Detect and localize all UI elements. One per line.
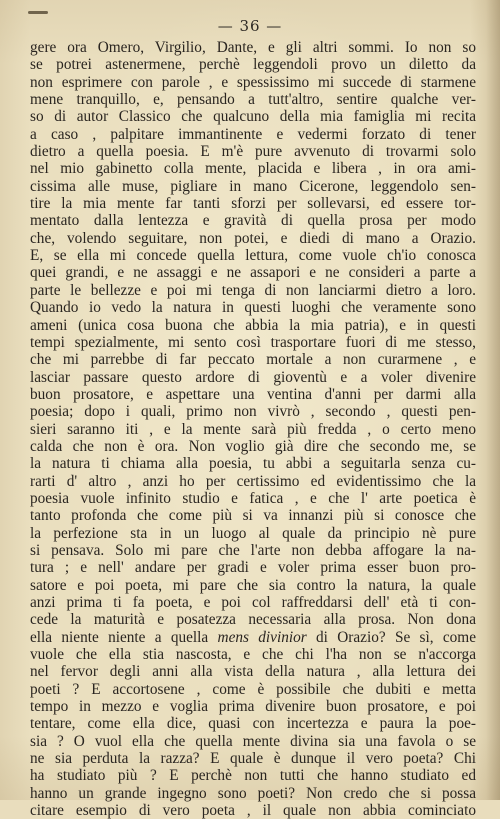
- text-line: ameni (unica cosa buona che abbia la mia patria), e in questi: [30, 316, 476, 334]
- text-line: E, se ella mi concede quella lettura, come vuole ch'io conosca: [30, 247, 476, 265]
- text-line: gere ora Omero, Virgilio, Dante, e gli altri sommi. Io non so: [30, 39, 476, 56]
- text-line: che mi parrebbe di far peccato mortale a non curarmene , e: [30, 351, 476, 369]
- text-line: rarti d' altro , anzi ho per certissimo ed evidentissimo che la: [30, 472, 476, 490]
- latin-phrase: mens divinior: [217, 628, 307, 646]
- text-line: la perfezione sta in un luogo al quale da principio nè pure: [30, 524, 476, 542]
- text-line: quei grandi, e ne assaggi e ne assapori e ne consideri a parte a: [30, 264, 476, 282]
- text-line: tura ; e nell' andare per gradi e voler prima esser buon pro-: [30, 559, 476, 577]
- text-line: tire la mia mente far tanti sforzi per sollevarsi, ed essere tor-: [30, 195, 476, 213]
- page-number: — 36 —: [217, 17, 283, 35]
- text-line: non esprimere con parole , e spessissimo mi succede di starmene: [30, 73, 476, 91]
- text-line: cissima alle muse, pigliare in mano Cicerone, leggendolo sen-: [30, 177, 476, 195]
- text-line: che, volendo seguitare, non potei, e diedi di mano a Orazio.: [30, 229, 476, 247]
- text-line: poeti ? E accortosene , come è possibile che dubiti e metta: [30, 680, 476, 698]
- text-line: tempo in mezzo e voglia prima divenire buon prosatore, e poi: [30, 698, 476, 716]
- text-line: nel fervor degli anni alla vista della natura , alla lettura dei: [30, 663, 476, 681]
- text-line: si pensava. Solo mi pare che l'arte non debba affogare la na-: [30, 541, 476, 559]
- text-line: la natura ti chiama alla poesia, tu abbi a seguitarla senza cu-: [30, 455, 476, 473]
- ink-mark: [28, 11, 48, 14]
- text-line: tanto profonda che come più si va innanzi più si conosce che: [30, 507, 476, 525]
- body-text: [30, 39, 476, 819]
- text-line: ha studiato più ? E perchè non tutti che hanno studiato ed: [30, 767, 476, 785]
- text-line: calda che non è ora. Non voglio già dire che secondo me, se: [30, 437, 476, 455]
- text-line: buon prosatore, e aspettare una ventina d'anni per darmi alla: [30, 385, 476, 403]
- text-line: sieri saranno iti , e la mente sarà più fredda , o certo meno: [30, 420, 476, 438]
- text-line: citare esempio di vero poeta , il quale non abbia cominciato: [30, 802, 476, 819]
- text-line: lasciar passare questo ardore di gioventù e a voler divenire: [30, 368, 476, 386]
- text-line: so di autor Classico che qualcuno della mia famiglia mi recita: [30, 108, 476, 126]
- text-line: hanno un grande ingegno sono poeti? Non credo che si possa: [30, 784, 476, 802]
- text-line: parte le bellezze e poi mi tenga di non lanciarmi dietro a loro.: [30, 281, 476, 299]
- text-line: ella niente niente a quella mens divinior di Orazio? Se sì, come: [30, 628, 476, 646]
- text-line: anzi prima ti fa poeta, e poi col raffreddarsi dell' età ti con-: [30, 594, 476, 611]
- text-line: dietro a quella poesia. E m'è pure avvenuto di trovarmi solo: [30, 143, 476, 161]
- text-line: a caso , palpitare immantinente e vedermi forzato di tener: [30, 125, 476, 143]
- text-line: se potrei astenermene, perchè leggendoli provo un diletto da: [30, 56, 476, 74]
- text-line: sia ? O vuol ella che quella mente divina sia una favola o se: [30, 732, 476, 750]
- text-line: poesia vuole infinito studio e fatica , e che l' arte poetica è: [30, 489, 476, 507]
- text-line: satore e poi poeta, mi pare che sia contro la natura, la quale: [30, 576, 476, 594]
- text-line: Quando io vedo la natura in questi luoghi che veramente sono: [30, 299, 476, 317]
- text-line: mene tranquillo, e, pensando a tutt'altro, sentire qualche ver-: [30, 91, 476, 109]
- page-edge-shadow: [486, 0, 500, 800]
- text-line: tempi spezialmente, mi sento così trasportare fuori di me stesso,: [30, 333, 476, 351]
- text-line: mentato dalla lentezza e gravità di quella prosa per modo: [30, 212, 476, 230]
- text-line: tentare, come ella dice, quasi con incertezza e paura la poe-: [30, 715, 476, 733]
- text-line: nel mio gabinetto colla mente, placida e libera , in ora ami-: [30, 160, 476, 178]
- text-line: cede la maturità e posatezza necessaria alla prosa. Non dona: [30, 611, 476, 629]
- text-line: ne sia perduta la razza? E quale è dunque il vero poeta? Chi: [30, 750, 476, 768]
- text-line: vuole che ella stia nascosta, e che chi l'ha non se n'accorga: [30, 646, 476, 664]
- text-line: poesia; dopo i quali, primo non vivrò , secondo , questi pen-: [30, 403, 476, 421]
